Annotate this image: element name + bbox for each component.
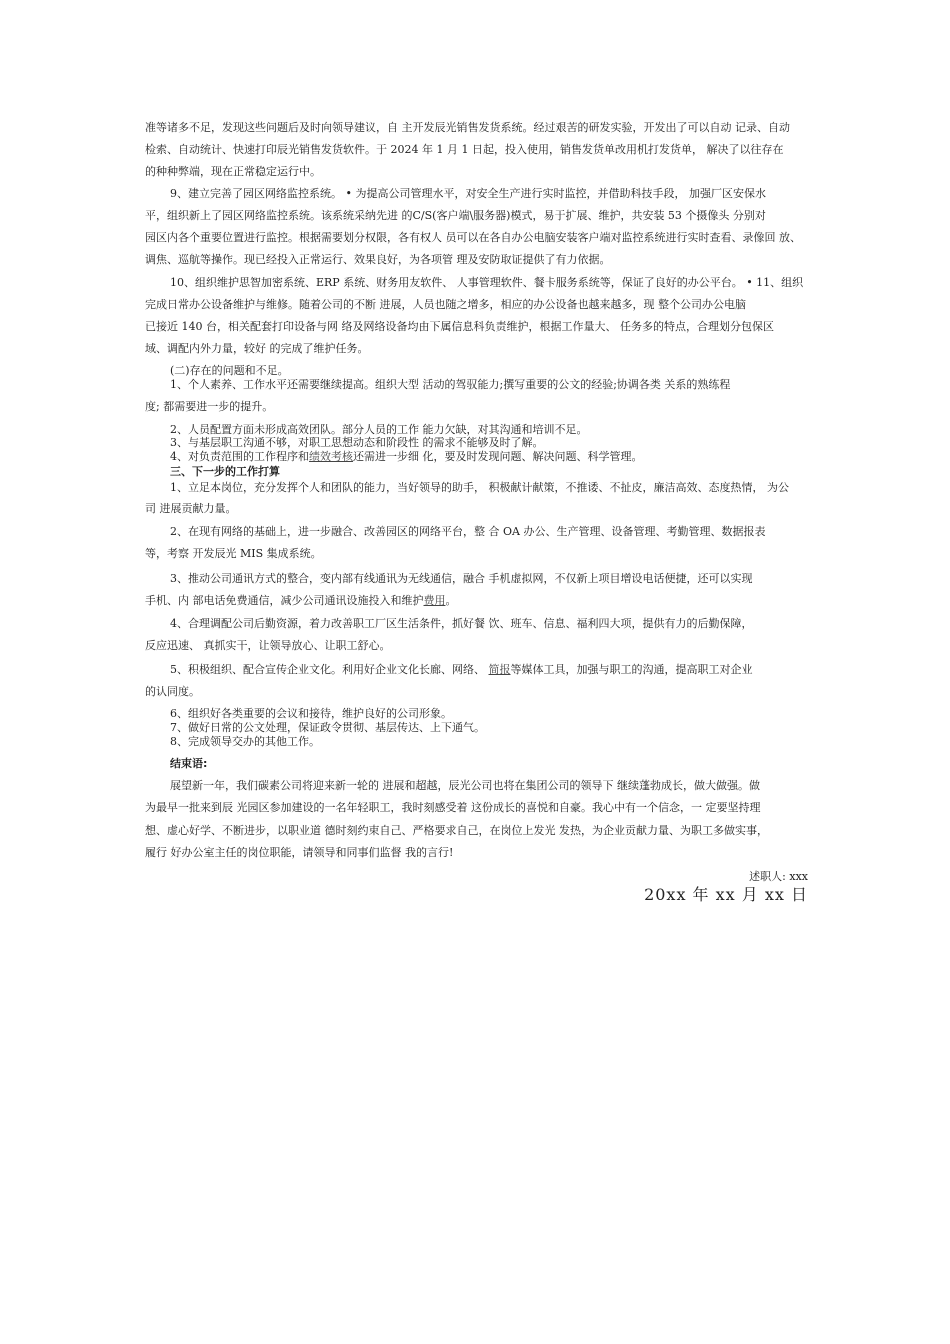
next-4-line-1: 4、合理调配公司后勤资源，着力改善职工厂区生活条件，抓好餐 饮、班车、信息、福利四大项，提供有力的后勤保障，	[170, 617, 753, 630]
p1-line-1: 准等诸多不足，发现这些问题后及时向领导建议，自 主开发辰光销售发货系统。经过艰苦的研发实验，开发出了可以自动 记录、自动	[145, 121, 790, 134]
p1-line-3: 的种种弊端，现在正常稳定运行中。	[145, 165, 321, 178]
problem-4	[170, 450, 643, 464]
next-7: 7、做好日常的公文处理，保证政令贯彻、基层传达、上下通气。	[170, 721, 485, 734]
p10-line-4: 域、调配内外力量，较好 的完成了维护任务。	[145, 342, 369, 355]
expense-link[interactable]: 费用	[423, 594, 446, 607]
next-3-line-2	[145, 594, 457, 608]
next-8: 8、完成领导交办的其他工作。	[170, 735, 320, 748]
next-5-text-pre: 5、积极组织、配合宣传企业文化。利用好企业文化长廊、网络、	[170, 663, 489, 676]
next-2-line-1: 2、在现有网络的基础上，进一步融合、改善园区的网络平台，整 合 OA 办公、生产管理、设备管理、考勤管理、数据报表	[170, 525, 766, 538]
closing-line-4: 履行 好办公室主任的岗位职能，请领导和同事们监督 我的言行!	[145, 846, 454, 859]
next-5-text-post: 等媒体工具，加强与职工的沟通，提高职工对企业	[510, 663, 753, 676]
next-2-line-2: 等，考察 开发辰光 MIS 集成系统。	[145, 547, 322, 560]
p9-line-2: 平，组织新上了园区网络监控系统。该系统采纳先进 的C/S(客户端\服务器)模式，易于扩展、维护，共安装 53 个摄像头 分别对	[145, 209, 766, 222]
closing-line-3: 想、虚心好学、不断进步，以职业道 德时刻约束自己、严格要求自己，在岗位上发光 发热，为企业贡献力量、为职工多做实事，	[145, 824, 768, 837]
problem-1-line-1: 1、个人素养、工作水平还需要继续提高。组织大型 活动的驾驭能力;撰写重要的公文的经验;协调各类 关系的熟练程	[170, 378, 731, 391]
report-date: 20xx 年 xx 月 xx 日	[644, 885, 808, 904]
p1-line-2: 检索、自动统计、快速打印辰光销售发货软件。于 2024 年 1 月 1 日起，投入使用，销售发货单改用机打发货单， 解决了以往存在	[145, 143, 784, 156]
p10-line-2: 完成日常办公设备维护与维修。随着公司的不断 进展，人员也随之增多，相应的办公设备也越来越多，现 整个公司办公电脑	[145, 298, 746, 311]
next-5-line-2: 的认同度。	[145, 685, 200, 698]
next-steps-heading: 三、下一步的工作打算	[170, 465, 280, 478]
problem-4-text-post: 还需进一步细 化，要及时发现问题、解决问题、科学管理。	[353, 450, 643, 463]
bulletin-link[interactable]: 简报	[488, 663, 511, 676]
problem-2: 2、人员配置方面未形成高效团队。部分人员的工作 能力欠缺，对其沟通和培训不足。	[170, 423, 588, 436]
next-1-line-1: 1、立足本岗位，充分发挥个人和团队的能力，当好领导的助手， 积极献计献策，不推诿、不扯皮，廉洁高效、态度热情， 为公	[170, 481, 789, 494]
problems-heading: (二)存在的问题和不足。	[170, 364, 289, 377]
next-5-line-1	[170, 663, 753, 677]
closing-heading: 结束语:	[170, 757, 208, 770]
p9-line-4: 调焦、巡航等操作。现已经投入正常运行、效果良好，为各项管 理及安防取证提供了有力依据。	[145, 253, 611, 266]
next-4-line-2: 反应迅速、 真抓实干，让领导放心、让职工舒心。	[145, 639, 391, 652]
p10-line-1: 10、组织维护思智加密系统、ERP 系统、财务用友软件、 人事管理软件、餐卡服务系统等，保证了良好的办公平台。 • 11、组织	[170, 276, 804, 289]
next-3-text-pre: 手机、内 部电话免费通信，减少公司通讯设施投入和维护	[145, 594, 424, 607]
next-3-text-post: 。	[445, 594, 457, 607]
p9-line-1: 9、建立完善了园区网络监控系统。 • 为提高公司管理水平，对安全生产进行实时监控，并借助科技手段， 加强厂区安保水	[170, 187, 766, 200]
p9-line-3: 园区内各个重要位置进行监控。根据需要划分权限，各有权人 员可以在各自办公电脑安装客户端对监控系统进行实时查看、录像回 放、	[145, 231, 801, 244]
next-6: 6、组织好各类重要的会议和接待，维护良好的公司形象。	[170, 707, 452, 720]
closing-line-2: 为最早一批来到辰 光园区参加建设的一名年轻职工，我时刻感受着 这份成长的喜悦和自豪。我心中有一个信念，一 定要坚持理	[145, 801, 761, 814]
performance-review-link[interactable]: 绩效考核	[309, 450, 353, 463]
signature: 述职人: xxx	[749, 870, 808, 883]
problem-1-line-2: 度; 都需要进一步的提升。	[145, 400, 274, 413]
next-3-line-1: 3、推动公司通讯方式的整合，变内部有线通讯为无线通信，融合 手机虚拟网，不仅新上项目增设电话便捷，还可以实现	[170, 572, 753, 585]
p10-line-3: 已接近 140 台，相关配套打印设备与网 络及网络设备均由下属信息科负责维护，根据工作量大、 任务多的特点，合理划分包保区	[145, 320, 774, 333]
problem-4-text-pre: 4、对负责范围的工作程序和	[170, 450, 309, 463]
problem-3: 3、与基层职工沟通不够，对职工思想动态和阶段性 的需求不能够及时了解。	[170, 436, 544, 449]
next-1-line-2: 司 进展贡献力量。	[145, 502, 237, 515]
closing-line-1: 展望新一年，我们碳素公司将迎来新一轮的 进展和超越，辰光公司也将在集团公司的领导下 继续蓬勃成长，做大做强。做	[170, 779, 760, 792]
